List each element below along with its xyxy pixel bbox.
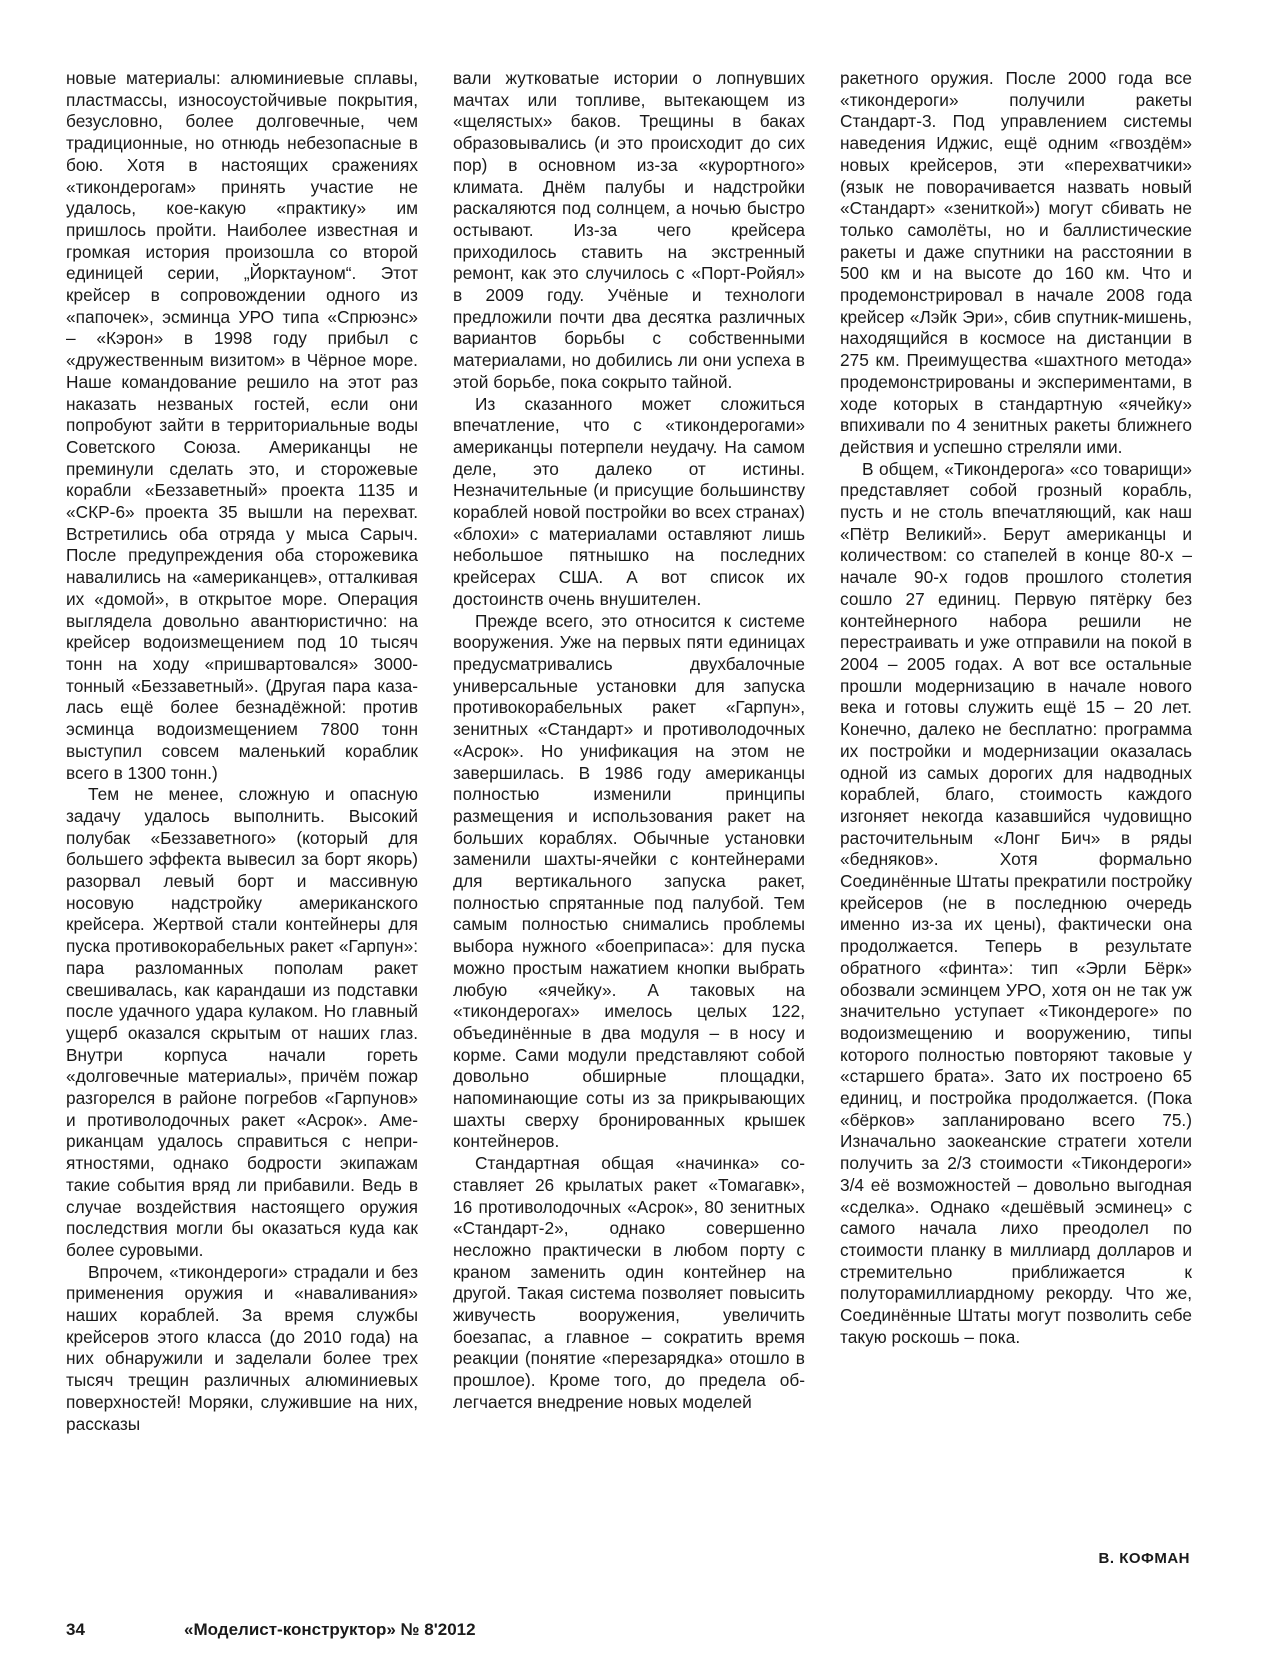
page-number: 34 [66,1620,85,1639]
text-column-2 [453,68,805,1414]
paragraph: Из сказанного может сложиться впечатление, что с «тикондерогами» американцы потерпели неудачу. На самом деле, это далеко от истины. Незначительные (и присущие большинству кораблей новой постройки во всех странах) «блохи» с материалами оставляют лишь небольшое пятнышко на последних крейсерах США. А вот список их достоинств очень внушителен. [453,393,805,609]
paragraph: ракетного оружия. После 2000 года все «тикондероги» получили ракеты Стандарт-3. Под управлением системы наведения Иджис, ещё одним «гвоздём» новых крейсеров, эти «перехватчики» (язык не поворачивается назвать новый «Стандарт» «зениткой») могут сбивать не только самолёты, но и баллистические ракеты и даже спутники на расстоянии в 500 км и на высоте до 160 км. Что и продемонстрировал в начале 2008 года крейсер «Лэйк Эри», сбив спутник-мишень, находящийся в космосе на дистанции в 275 км. Преимущества «шахтного метода» продемонстрированы и экспериментами, в ходе которых в стандартную «ячейку» впихивали по 4 зенитных ракеты ближнего действия и успешно стреляли ими. [840,68,1192,457]
paragraph: Впрочем, «тикондероги» страдали и без применения оружия и «наваливания» наших кораблей. За время службы крейсеров этого класса (до 2010 года) на них обнаружили и заделали более трех тысяч трещин различных алюминиевых поверхностей! Моряки, служившие на них, рассказы [66,1261,418,1434]
paragraph: новые материалы: алюминиевые сплавы, пластмассы, износоустойчивые покрытия, безусловно, более долговечные, чем традиционные, но отнюдь небезопасные в бою. Хотя в настоящих сражениях «тикондерогам» принять участие не удалось, кое-какую «практику» им пришлось пройти. Наиболее известная и громкая история произошла со второй единицей серии, „Йорктауном“. Этот крейсер в сопровождении одного из «папочек», эсминца УРО типа «Спрюэнс» – «Кэрон» в 1998 году прибыл с «дружественным визитом» в Чёрное море. Наше командование решило на этот раз наказать незваных гостей, если они попробуют зайти в территориальные воды Советского Союза. Американцы не преминули сделать это, и сторожевые корабли «Беззаветный» проекта 1135 и «СКР-6» проекта 35 вышли на перехват. Встретились оба отряда у мыса Сарыч. После предупреждения оба сторожевика навалились на «американцев», отталкивая их «домой», в открытое море. Операция выглядела довольно авантюристично: на крейсер водоизмещением под 10 тысяч тонн на ходу «пришвартовался» 3000-тонный «Беззаветный». (Другая пара казалась ещё более безнадёжной: против эсминца водоизмещением 7800 тонн выступил совсем маленький кораблик всего в 1300 тонн.) [66,68,418,783]
text-column-3 [840,68,1192,1348]
paragraph: Тем не менее, сложную и опасную задачу удалось выполнить. Высокий полубак «Беззаветного» (который для большего эффекта вывесил за борт якорь) разорвал левый борт и массивную носовую надстройку американского крейсера. Жертвой стали контейнеры для пуска противокорабельных ракет «Гарпун»: пара разломанных пополам ракет свешивалась, как карандаши из подставки после удачного удара кулаком. Но главный ущерб оказался скрытым от наших глаз. Внутри корпуса начали гореть «долговечные материалы», причём пожар разгорелся в районе погребов «Гарпунов» и противолодочных ракет «Асрок». Американцам удалось справиться с неприятностями, однако бодрости экипажам такие события вряд ли прибавили. Ведь в случае воздействия настоящего оружия последствия могли бы оказаться куда как более суровыми. [66,784,418,1260]
author-signature: В. КОФМАН [1098,1550,1190,1567]
text-column-1 [66,68,418,1435]
publication-title: «Моделист-конструктор» № 8'2012 [184,1620,476,1639]
paragraph: Стандартная общая «начинка» составляет 26 крылатых ракет «Томагавк», 16 противолодочных «Асрок», 80 зенитных «Стандарт-2», однако совершенно несложно практически в любом порту с краном заменить один контейнер на другой. Такая система позволяет повысить живучесть вооружения, увеличить боезапас, а главное – сократить время реакции (понятие «перезарядка» отошло в прошлое). Кроме того, до предела облегчается внедрение новых моделей [453,1153,805,1412]
paragraph: В общем, «Тикондерога» «со товарищи» представляет собой грозный корабль, пусть и не столь впечатляющий, как наш «Пётр Великий». Берут американцы и количеством: со стапелей в конце 80-х – начале 90-х годов прошлого столетия сошло 27 единиц. Первую пятёрку без контейнерного набора решили не перестраивать и уже отправили на покой в 2004 – 2005 годах. А вот все остальные прошли модернизацию в начале нового века и готовы служить ещё 15 – 20 лет. Конечно, далеко не бесплатно: программа их постройки и модернизации оказалась одной из самых дорогих для надводных кораблей, благо, стоимость каждого изгоняет некогда казавшийся чудовищно расточительным «Лонг Бич» в ряды «бедняков». Хотя формально Соединённые Штаты прекратили постройку крейсеров (не в последнюю очередь именно из-за их цены), фактически она продолжается. Теперь в результате обратного «финта»: тип «Эрли Бёрк» обозвали эсминцем УРО, хотя он не так уж значительно уступает «Тикондероге» по водоизмещению и вооружению, типы которого полностью повторяют таковые у «старшего брата». Зато их построено 65 единиц, и постройка продолжается. (Пока «бёрков» запланировано всего 75.) Изначально заокеанские стратеги хотели получить за 2/3 стоимости «Тикондероги» 3/4 её возможностей – довольно выгодная «сделка». Однако «дешёвый эсминец» с самого начала лихо преодолел по стоимости планку в миллиард долларов и стремительно приближается к полуторамиллиардному рекорду. Что же, Соединённые Штаты могут позволить себе такую роскошь – пока. [840,458,1192,1347]
page-footer [66,1620,666,1640]
paragraph: Прежде всего, это относится к системе вооружения. Уже на первых пяти единицах предусматривались двухбалочные универсальные установки для запуска противокорабельных ракет «Гарпун», зенитных «Стандарт» и противолодочных «Асрок». Но унификация на этом не завершилась. В 1986 году американцы полностью изменили принципы размещения и использования ракет на больших кораблях. Обычные установки заменили шахты-ячейки с контейнерами для вертикального запуска ракет, полностью спрятанные под палубой. Тем самым полностью снимались проблемы выбора нужного «боеприпаса»: для пуска можно простым нажатием кнопки выбрать любую «ячейку». А таковых на «тикондерогах» имелось целых 122, объединённые в два модуля – в носу и корме. Сами модули представляют собой довольно обширные площадки, напоминающие соты из за прикрывающих шахты сверху бронированных крышек контейнеров. [453,610,805,1152]
paragraph: вали жутковатые истории о лопнувших мачтах или топливе, вытекающем из «щелястых» баков. Трещины в баках образовывались (и это происходит до сих пор) в основном из-за «курортного» климата. Днём палубы и надстройки раскаляются под солнцем, а ночью быстро остывают. Из-за чего крейсера приходилось ставить на экстренный ремонт, как это случилось с «Порт-Ройял» в 2009 году. Учёные и технологи предложили почти два десятка различных вариантов борьбы с собственными материалами, но добились ли они успеха в этой борьбе, пока сокрыто тайной. [453,68,805,392]
